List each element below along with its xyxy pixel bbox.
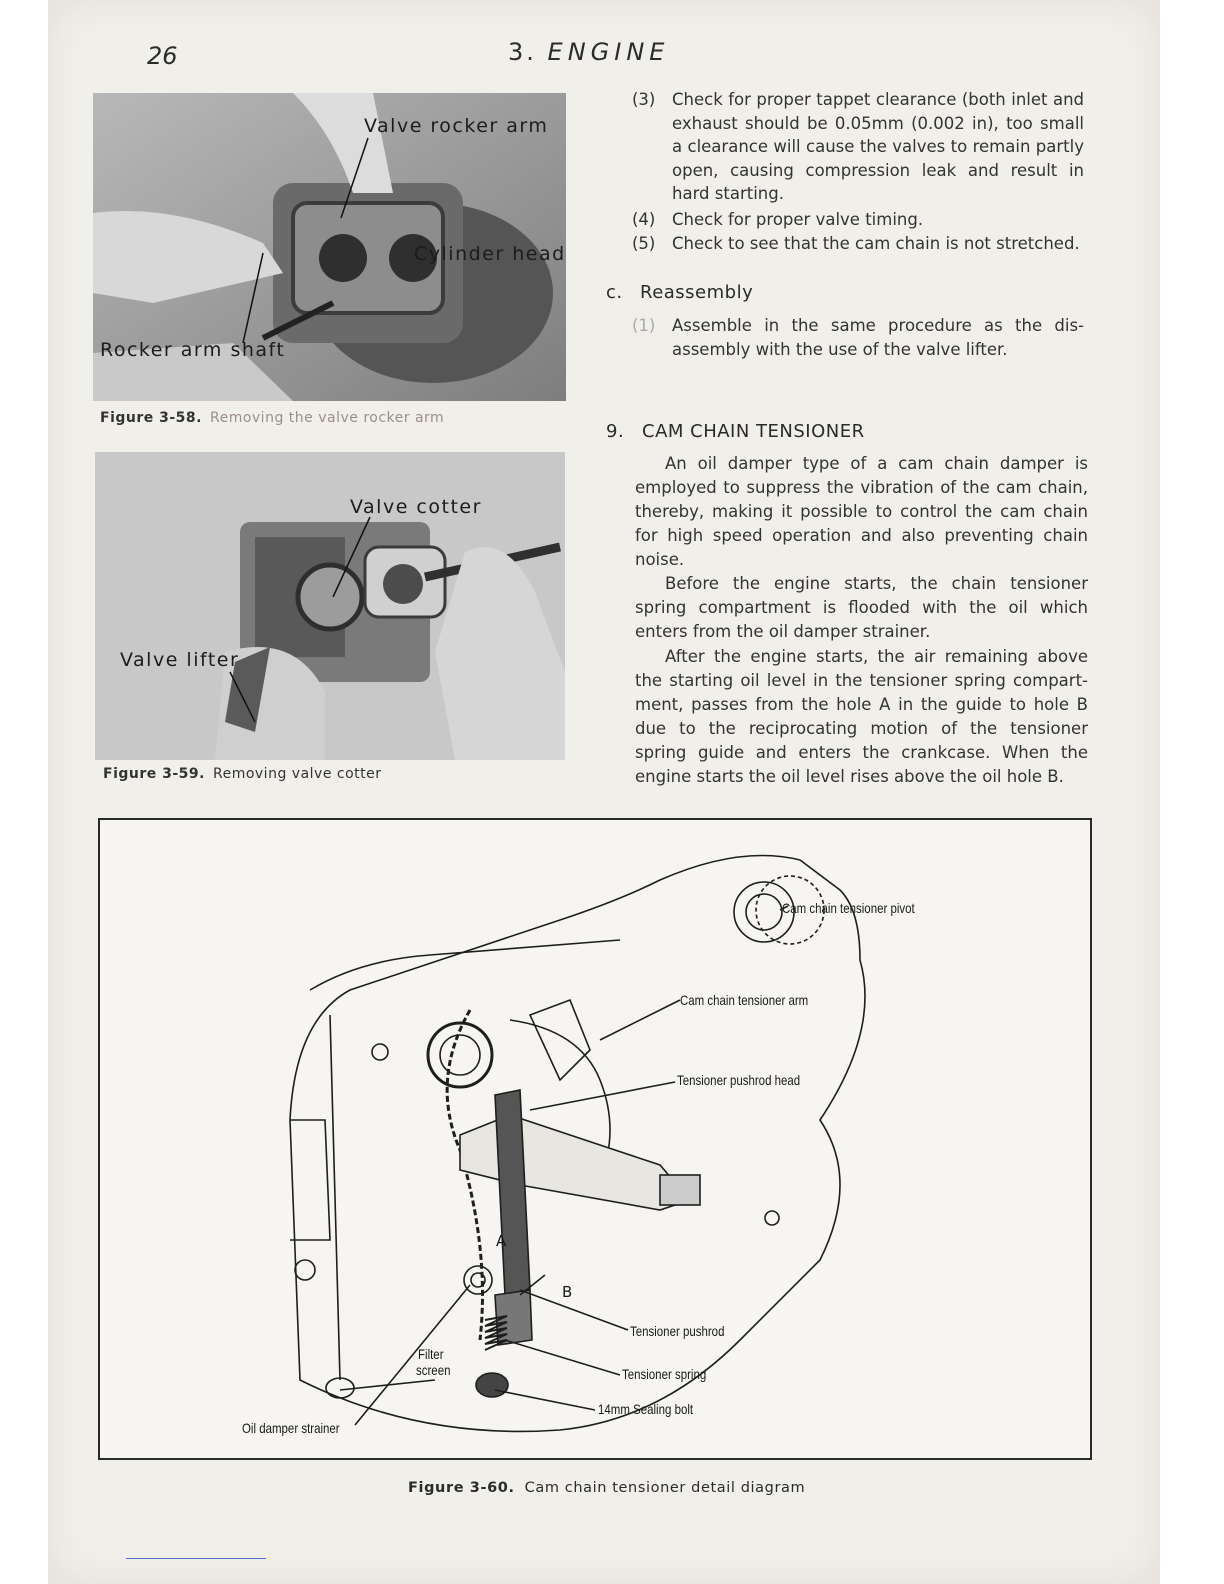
scan-margin-left	[0, 0, 48, 1584]
reassembly-title: Reassembly	[640, 282, 754, 303]
section-9-title: CAM CHAIN TENSIONER	[642, 421, 865, 442]
reassembly-heading	[606, 282, 753, 303]
figure-60-text: Cam chain tensioner detail diagram	[524, 1480, 806, 1496]
check-item-text: Check for proper valve timing.	[672, 210, 924, 229]
label-valve-rocker-arm: Valve rocker arm	[364, 115, 549, 137]
label-tensioner-spring: Tensioner spring	[622, 1366, 707, 1382]
page-number: 26	[147, 42, 178, 70]
label-cam-chain-tensioner-arm: Cam chain tensioner arm	[680, 992, 809, 1008]
label-tensioner-pushrod: Tensioner pushrod	[630, 1323, 725, 1339]
label-cam-chain-tensioner-pivot: Cam chain tensioner pivot	[782, 900, 915, 916]
scan-margin-right	[1160, 0, 1224, 1584]
figure-60-diagram	[98, 818, 1092, 1460]
section-9-heading	[606, 421, 865, 442]
label-tensioner-pushrod-head: Tensioner pushrod head	[677, 1072, 801, 1088]
chapter-title	[508, 38, 669, 66]
check-item-number: (5)	[632, 234, 656, 253]
check-item-text: Check for proper tappet clearance (both inlet and exhaust should be 0.05mm (0.002 in), too small a clearance will cause the valves to remain partly open, causing compression leak and result in hard starting.	[672, 90, 1084, 203]
reassembly-item-1	[632, 314, 1084, 362]
label-cylinder-head: Cylinder head	[414, 243, 566, 265]
chapter-number: 3.	[508, 38, 537, 66]
check-item-number: (3)	[632, 90, 656, 109]
label-rocker-arm-shaft: Rocker arm shaft	[100, 339, 286, 361]
figure-59-photo	[95, 452, 565, 760]
figure-60-number: Figure 3-60.	[408, 1480, 515, 1496]
figure-58-text: Removing the valve rocker arm	[209, 410, 445, 426]
check-item-5	[632, 232, 1084, 256]
label-filter-screen-line-1: Filter	[418, 1346, 444, 1362]
reassembly-letter: c.	[606, 282, 623, 303]
label-oil-damper-strainer: Oil damper strainer	[242, 1420, 340, 1436]
section-9-paragraph-3: After the engine starts, the air remaining above the starting oil level in the tensioner spring compart-ment, passes from the hole A in the guide to hole B due to the reciprocating motion of the tensioner spring guide and enters the crankcase. When the engine starts the oil level rises above the oil hole B.	[635, 647, 1088, 786]
label-valve-cotter: Valve cotter	[350, 496, 482, 518]
check-item-text: Check to see that the cam chain is not stretched.	[672, 234, 1080, 253]
label-sealing-bolt: 14mm Sealing bolt	[598, 1401, 694, 1417]
check-item-number: (4)	[632, 210, 656, 229]
label-hole-a: A	[496, 1232, 507, 1250]
section-9-number: 9.	[606, 421, 625, 442]
section-9-paragraph-1: An oil damper type of a cam chain damper is employed to suppress the vibration of the cam chain, thereby, making it possible to control the cam chain for high speed operation and also preventing chain noise.	[635, 454, 1088, 569]
reassembly-item-text: Assemble in the same procedure as the dis-assembly with the use of the valve lifter.	[672, 316, 1084, 359]
label-valve-lifter: Valve lifter	[120, 649, 240, 671]
figure-58-caption	[100, 410, 444, 426]
label-hole-b: B	[562, 1283, 573, 1301]
figure-58-number: Figure 3-58.	[100, 410, 202, 426]
scan-artifact-line	[126, 1558, 266, 1559]
figure-59-number: Figure 3-59.	[103, 766, 205, 782]
figure-59-caption	[103, 766, 382, 782]
section-9-paragraph-2: Before the engine starts, the chain tensioner spring compartment is flooded with the oil which enters from the oil damper strainer.	[635, 574, 1088, 641]
check-item-3	[632, 88, 1084, 206]
label-filter-screen-line-2: screen	[416, 1362, 451, 1378]
check-item-4	[632, 208, 1084, 232]
reassembly-item-number: (1)	[632, 316, 656, 335]
chapter-name: ENGINE	[547, 38, 670, 66]
figure-60-caption	[408, 1480, 805, 1496]
figure-59-text: Removing valve cotter	[212, 766, 382, 782]
